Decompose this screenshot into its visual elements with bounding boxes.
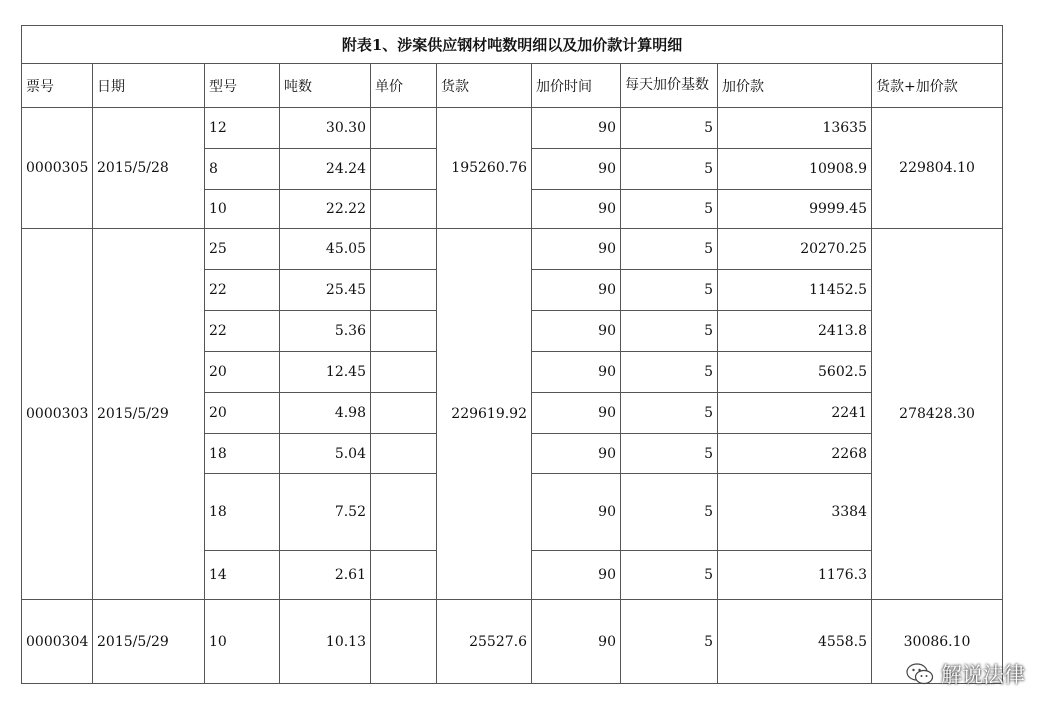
total-cell: 30086.10	[872, 600, 1003, 684]
markup-time-cell: 90	[532, 600, 621, 684]
header-unit-price: 单价	[371, 64, 437, 108]
payment-cell: 25527.6	[437, 600, 532, 684]
markup-cell: 2413.8	[718, 311, 872, 352]
markup-time-cell: 90	[532, 393, 621, 434]
tons-cell: 7.52	[280, 474, 371, 551]
daily-base-cell: 5	[621, 352, 718, 393]
model-cell: 25	[205, 229, 280, 270]
model-cell: 14	[205, 551, 280, 600]
model-cell: 18	[205, 474, 280, 551]
header-row	[22, 64, 1003, 108]
daily-base-cell: 5	[621, 190, 718, 229]
ticket-cell: 0000303	[22, 229, 93, 600]
header-date: 日期	[93, 64, 205, 108]
ticket-cell: 0000305	[22, 108, 93, 229]
markup-cell: 9999.45	[718, 190, 872, 229]
model-cell: 10	[205, 600, 280, 684]
model-cell: 18	[205, 434, 280, 474]
tons-cell: 10.13	[280, 600, 371, 684]
markup-cell: 2241	[718, 393, 872, 434]
tons-cell: 12.45	[280, 352, 371, 393]
daily-base-cell: 5	[621, 149, 718, 190]
header-daily-base: 每天加价基数	[621, 64, 718, 108]
daily-base-cell: 5	[621, 474, 718, 551]
table-title: 附表1、涉案供应钢材吨数明细以及加价款计算明细	[22, 26, 1003, 64]
unit-price-cell	[371, 311, 437, 352]
unit-price-cell	[371, 149, 437, 190]
unit-price-cell	[371, 108, 437, 149]
markup-time-cell: 90	[532, 352, 621, 393]
markup-time-cell: 90	[532, 270, 621, 311]
header-markup: 加价款	[718, 64, 872, 108]
markup-cell: 10908.9	[718, 149, 872, 190]
tons-cell: 5.36	[280, 311, 371, 352]
ticket-cell: 0000304	[22, 600, 93, 684]
header-tons: 吨数	[280, 64, 371, 108]
markup-time-cell: 90	[532, 434, 621, 474]
tons-cell: 2.61	[280, 551, 371, 600]
markup-cell: 20270.25	[718, 229, 872, 270]
watermark	[905, 659, 1025, 689]
daily-base-cell: 5	[621, 311, 718, 352]
daily-base-cell: 5	[621, 434, 718, 474]
markup-cell: 13635	[718, 108, 872, 149]
daily-base-cell: 5	[621, 600, 718, 684]
date-cell: 2015/5/29	[93, 229, 205, 600]
model-cell: 12	[205, 108, 280, 149]
total-cell: 229804.10	[872, 108, 1003, 229]
markup-time-cell: 90	[532, 149, 621, 190]
unit-price-cell	[371, 190, 437, 229]
tons-cell: 22.22	[280, 190, 371, 229]
markup-time-cell: 90	[532, 311, 621, 352]
unit-price-cell	[371, 474, 437, 551]
markup-cell: 1176.3	[718, 551, 872, 600]
model-cell: 22	[205, 270, 280, 311]
unit-price-cell	[371, 229, 437, 270]
unit-price-cell	[371, 551, 437, 600]
table-row	[22, 600, 1003, 684]
markup-time-cell: 90	[532, 190, 621, 229]
model-cell: 8	[205, 149, 280, 190]
table-row	[22, 229, 1003, 270]
unit-price-cell	[371, 600, 437, 684]
markup-time-cell: 90	[532, 474, 621, 551]
markup-cell: 11452.5	[718, 270, 872, 311]
model-cell: 20	[205, 393, 280, 434]
payment-cell: 229619.92	[437, 229, 532, 600]
daily-base-cell: 5	[621, 393, 718, 434]
markup-cell: 3384	[718, 474, 872, 551]
total-cell: 278428.30	[872, 229, 1003, 600]
table-row	[22, 108, 1003, 149]
daily-base-cell: 5	[621, 108, 718, 149]
header-payment: 货款	[437, 64, 532, 108]
model-cell: 22	[205, 311, 280, 352]
tons-cell: 25.45	[280, 270, 371, 311]
unit-price-cell	[371, 393, 437, 434]
date-cell: 2015/5/28	[93, 108, 205, 229]
tons-cell: 30.30	[280, 108, 371, 149]
markup-time-cell: 90	[532, 229, 621, 270]
date-cell: 2015/5/29	[93, 600, 205, 684]
model-cell: 10	[205, 190, 280, 229]
daily-base-cell: 5	[621, 551, 718, 600]
tons-cell: 5.04	[280, 434, 371, 474]
daily-base-cell: 5	[621, 270, 718, 311]
header-ticket: 票号	[22, 64, 93, 108]
markup-cell: 2268	[718, 434, 872, 474]
markup-cell: 4558.5	[718, 600, 872, 684]
unit-price-cell	[371, 352, 437, 393]
tons-cell: 4.98	[280, 393, 371, 434]
unit-price-cell	[371, 434, 437, 474]
header-model: 型号	[205, 64, 280, 108]
markup-time-cell: 90	[532, 108, 621, 149]
model-cell: 20	[205, 352, 280, 393]
markup-time-cell: 90	[532, 551, 621, 600]
unit-price-cell	[371, 270, 437, 311]
tons-cell: 24.24	[280, 149, 371, 190]
header-markup-time: 加价时间	[532, 64, 621, 108]
payment-cell: 195260.76	[437, 108, 532, 229]
watermark-text: 解说法律	[941, 663, 1025, 687]
tons-cell: 45.05	[280, 229, 371, 270]
markup-table	[21, 25, 1003, 684]
markup-cell: 5602.5	[718, 352, 872, 393]
daily-base-cell: 5	[621, 229, 718, 270]
wechat-icon	[905, 661, 935, 687]
header-total: 货款+加价款	[872, 64, 1003, 108]
